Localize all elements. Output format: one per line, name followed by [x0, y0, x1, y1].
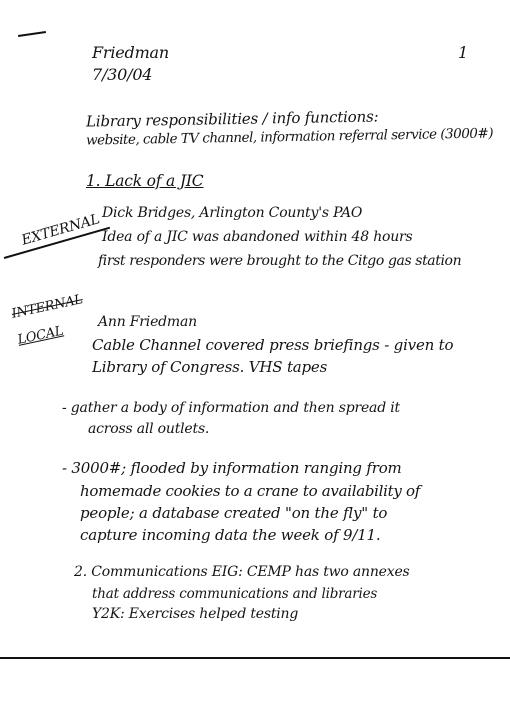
author-name: Friedman: [92, 43, 169, 62]
external-line-3: first responders were brought to the Citgo gas station: [98, 253, 462, 269]
section-2-line-1: 2. Communications EIG: CEMP has two annexes: [74, 564, 410, 580]
internal-label: INTERNAL: [10, 292, 85, 322]
local-line-3: Library of Congress. VHS tapes: [92, 358, 328, 376]
external-line-2: Idea of a JIC was abandoned within 48 hours: [102, 229, 413, 245]
bullet-1-line-2: across all outlets.: [88, 421, 210, 437]
local-line-1: Ann Friedman: [98, 314, 197, 330]
external-line-1: Dick Bridges, Arlington County's PAO: [102, 205, 363, 221]
section-2-line-2: that address communications and libraries: [92, 586, 378, 602]
intro-line-2: website, cable TV channel, information referral service (3000#): [85, 125, 494, 149]
bullet-1-line-1: - gather a body of information and then spread it: [62, 400, 400, 416]
intro-line-1: Library responsibilities / info functions:: [85, 107, 379, 131]
bullet-2-line-2: homemade cookies to a crane to availability of: [80, 482, 421, 500]
bottom-border-line: [0, 657, 510, 659]
note-date: 7/30/04: [92, 65, 153, 84]
external-label: EXTERNAL: [19, 211, 102, 249]
section-2-line-3: Y2K: Exercises helped testing: [92, 606, 299, 622]
top-left-dash: [18, 31, 46, 37]
bullet-2-line-4: capture incoming data the week of 9/11.: [80, 526, 381, 544]
bullet-2-line-3: people; a database created "on the fly" to: [80, 504, 388, 522]
section-1-heading: 1. Lack of a JIC: [86, 172, 204, 190]
bullet-2-line-1: - 3000#; flooded by information ranging from: [62, 459, 402, 477]
local-label: LOCAL: [16, 323, 65, 348]
local-line-2: Cable Channel covered press briefings - given to: [92, 336, 454, 354]
page-number: 1: [458, 43, 468, 62]
